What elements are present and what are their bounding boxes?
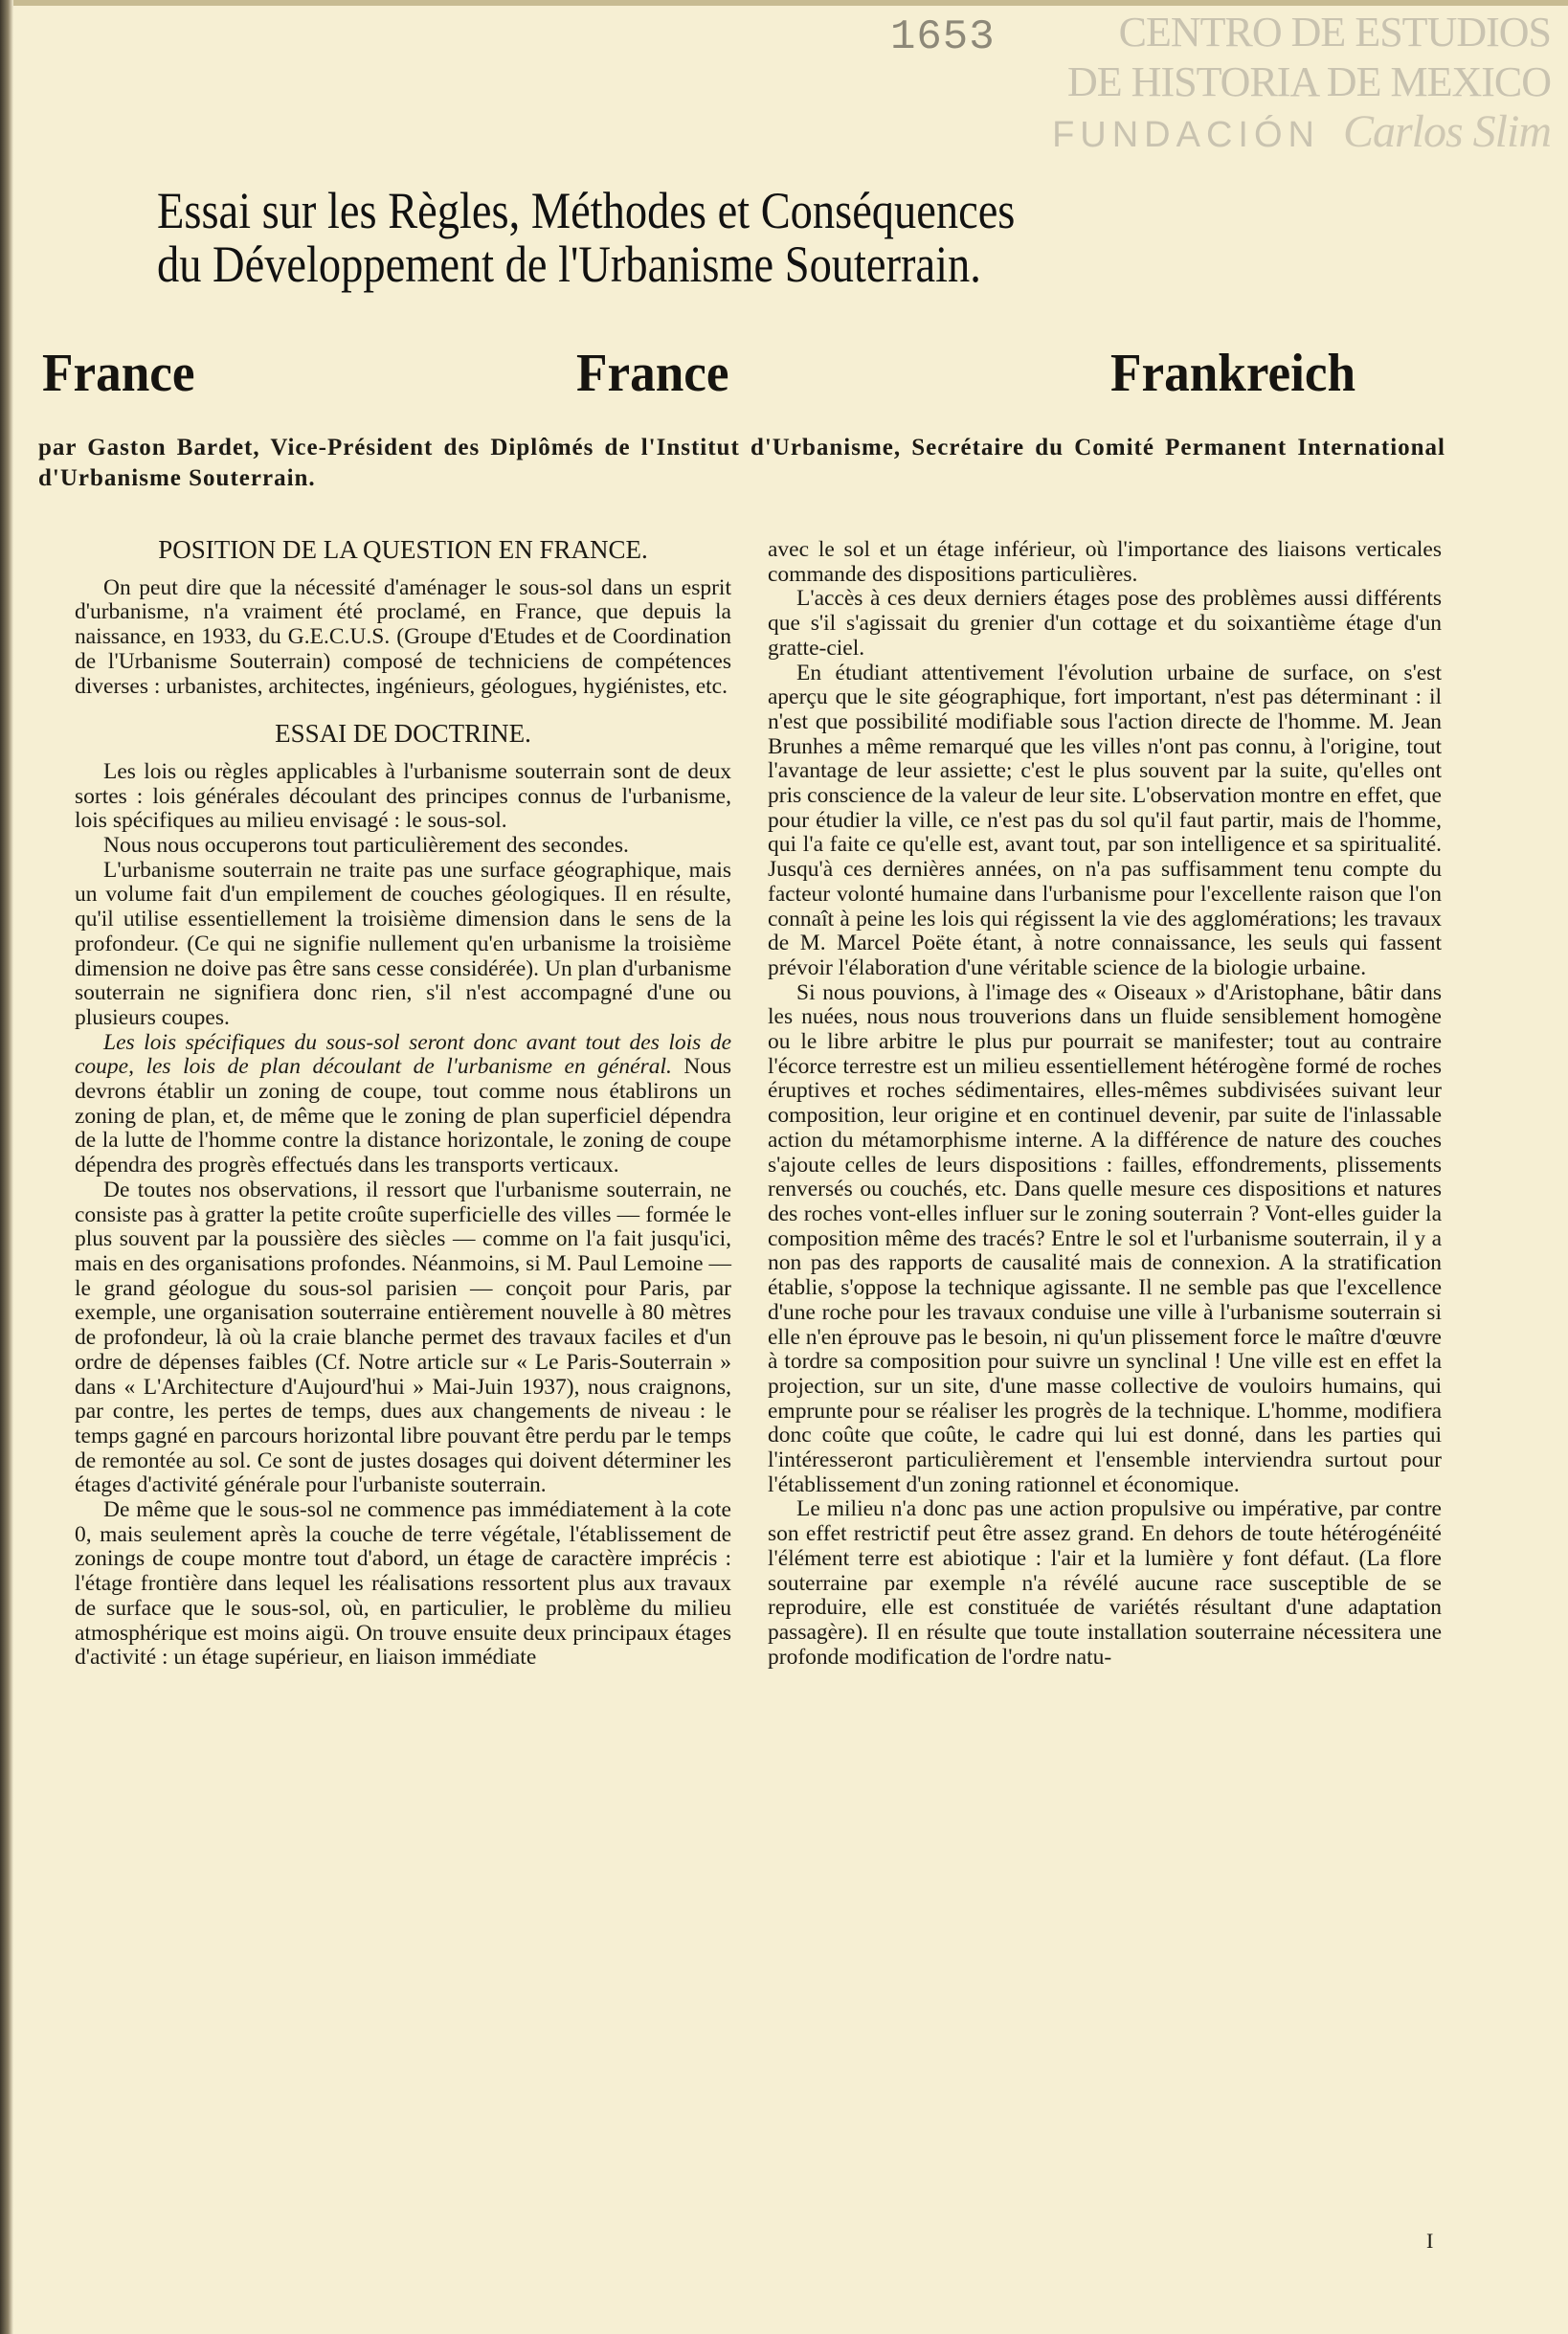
paragraph bbox=[75, 1031, 731, 1178]
page-top-edge bbox=[0, 0, 1568, 6]
country-label: France bbox=[576, 344, 729, 403]
paragraph: L'accès à ces deux derniers étages pose des problèmes aussi différents que s'il s'agissait du grenier d'un cottage et du soixantième étage d'un gratte-ciel. bbox=[768, 586, 1442, 661]
paragraph: L'urbanisme souterrain ne traite pas une surface géographique, mais un volume fait d'un empilement de couches géologiques. Il en résulte, qu'il utilise essentiellement la troisième dimension dans le sens de la profondeur. (Ce qui ne signifie nullement qu'en urbanisme la troisième dimension ne doive pas être sans cesse considérée). Un plan d'urbanisme souterrain ne signifiera donc rien, s'il n'est accompagné d'une ou plusieurs coupes. bbox=[75, 857, 731, 1030]
title-line-1: Essai sur les Règles, Méthodes et Conséquences bbox=[157, 182, 1016, 239]
left-column bbox=[75, 535, 731, 1671]
country-label: France bbox=[42, 344, 195, 403]
page-number: I bbox=[1426, 2229, 1434, 2253]
section-heading: ESSAI DE DOCTRINE. bbox=[275, 719, 531, 749]
library-watermark bbox=[938, 8, 1551, 160]
section-heading: POSITION DE LA QUESTION EN FRANCE. bbox=[158, 535, 648, 564]
watermark-row bbox=[938, 107, 1551, 160]
paragraph: On peut dire que la nécessité d'aménager le sous-sol dans un esprit d'urbanisme, n'a vraiment été proclamé, en France, que depuis la naissance, en 1933, du G.E.C.U.S. (Groupe d'Etudes et de Coordination de l'Urbanisme Souterrain) composé de techniciens de compétences diverses : urbanistes, architectes, ingénieurs, géologues, hygiénistes, etc. bbox=[75, 574, 731, 699]
paragraph: Le milieu n'a donc pas une action propulsive ou impérative, par contre son effet restrictif peut être assez grand. En dehors de toute hétérogénéité l'élément terre est abiotique : l'air et la lumière y font défaut. (La flore souterraine par exemple n'a révélé aucune race susceptible de se reproduire, elle est constituée de variétés résultant d'une adaptation passagère). Il en résulte que toute installation souterraine nécessitera une profonde modification de l'ordre natu- bbox=[768, 1496, 1442, 1670]
paragraph: En étudiant attentivement l'évolution urbaine de surface, on s'est aperçu que le site géographique, fort important, n'est pas déterminant : il n'est que possibilité modifiable sous l'action directe de l'homme. M. Jean Brunhes a même remarqué que les villes n'ont pas connu, à l'origine, tout l'avantage de leur assiette; c'est le plus souvent par la suite, qu'elles ont pris conscience de la valeur de leur site. L'observation montre en effet, que pour étudier la ville, ce n'est pas du sol qu'il faut partir, mais de l'homme, qui l'a faite ce qu'elle est, avant tout, par son intelligence et sa spiritualité. Jusqu'à ces dernières années, on n'a pas suffisamment tenu compte du facteur volonté humaine dans l'urbanisme pour l'excellente raison que l'on connaît à peine les lois qui régissent la vie des agglomérations; les travaux de M. Marcel Poëte étant, à notre connaissance, les seuls qui fassent prévoir l'élaboration d'une véritable science de la biologie urbaine. bbox=[768, 660, 1442, 980]
watermark-line: ESTUDIOS bbox=[1355, 9, 1551, 56]
country-row bbox=[42, 343, 1449, 403]
paragraph: avec le sol et un étage inférieur, où l'importance des liaisons verticales commande des dispositions particulières. bbox=[768, 537, 1442, 587]
paragraph: Les lois ou règles applicables à l'urbanisme souterrain sont de deux sortes : lois générales découlant des principes connus de l'urbanisme, lois spécifiques au milieu envisagé : le sous-sol. bbox=[75, 758, 731, 834]
country-label: Frankreich bbox=[1110, 344, 1356, 403]
paragraph: De toutes nos observations, il ressort que l'urbanisme souterrain, ne consiste pas à gratter la petite croûte superficielle des villes — formée le plus souvent par la poussière des siècles — comme on l'a fait jusqu'ici, mais en des organisations profondes. Néanmoins, si M. Paul Lemoine — le grand géologue du sous-sol parisien — conçoit pour Paris, par exemple, une organisation souterraine entièrement nouvelle à 80 mètres de profondeur, là où la craie blanche permet des travaux faciles et d'un ordre de dépenses faibles (Cf. Notre article sur « Le Paris-Souterrain » dans « L'Architecture d'Aujourd'hui » Mai-Juin 1937), nous craignons, par contre, les pertes de temps, dues aux changements de niveau : le temps gagné en parcours horizontal libre pouvant être perdu par le temps de remontée au sol. Ce sont de justes dosages qui doivent déterminer les étages d'activité générale pour l'urbaniste souterrain. bbox=[75, 1177, 731, 1498]
paragraph: De même que le sous-sol ne commence pas immédiatement à la cote 0, mais seulement après la couche de terre végétale, l'établissement de zonings de coupe montre tout d'abord, un étage de caractère imprécis : l'étage frontière dans lequel les réalisations ressortent plus aux travaux de surface que le sous-sol, où, en particulier, le problème du milieu atmosphérique est moins aigü. On trouve ensuite deux principaux étages d'activité : un étage supérieur, en liaison immédiate bbox=[75, 1497, 731, 1671]
author-byline: par Gaston Bardet, Vice-Président des Diplômés de l'Institut d'Urbanisme, Secrétaire du Comité Permanent International d'Urbanisme Souterrain. bbox=[38, 435, 1445, 491]
paragraph: Nous nous occuperons tout particulièrement des secondes. bbox=[103, 833, 629, 859]
watermark-line: DE MEXICO bbox=[1326, 58, 1551, 105]
watermark-line: DE HISTORIA bbox=[1067, 58, 1317, 105]
right-column bbox=[768, 538, 1442, 1670]
title-line-2: du Développement de l'Urbanisme Souterrain. bbox=[157, 236, 981, 293]
article-title bbox=[157, 184, 1170, 291]
watermark-signature: Carlos Slim bbox=[1342, 106, 1551, 157]
watermark-row bbox=[938, 8, 1551, 57]
watermark-line: CENTRO DE bbox=[1118, 9, 1346, 56]
watermark-line: FUNDACIÓN bbox=[1052, 115, 1320, 155]
binding-edge bbox=[0, 0, 13, 2334]
italic-emphasis: Les lois spécifiques du sous-sol seront donc avant tout des lois de coupe, les lois de plan découlant de l'urbanisme en général. bbox=[75, 1029, 731, 1080]
watermark-row bbox=[938, 57, 1551, 107]
paragraph: Si nous pouvions, à l'image des « Oiseaux » d'Aristophane, bâtir dans les nuées, nous nous trouverions dans un fluide sensiblement homogène ou le libre arbitre le plus pur pourrait se manifester; tout au contraire l'écorce terrestre est un milieu essentiellement hétérogène formé de roches éruptives et roches sédimentaires, elles-mêmes subdivisées suivant leur composition, leur origine et en continuel devenir, par suite de l'inlassable action du métamorphisme interne. A la différence de nature des couches s'ajoute celles de leurs dispositions : failles, effondrements, plissements renversés ou couchés, etc. Dans quelle mesure ces dispositions et natures des roches vont-elles influer sur le zoning souterrain ? Vont-elles guider la composition même des tracés? Entre le sol et l'urbanisme souterrain, il y a non pas des rapports de causalité mais de connexion. A la stratification établie, s'oppose la technique agissante. Il ne semble pas que l'excellence d'une roche pour les travaux conduise une ville à l'urbanisme souterrain si elle n'en éprouve pas le besoin, ni qu'un plissement force le maître d'œuvre à tordre sa composition pour suivre un synclinal ! Une ville est en effet la projection, sur un site, d'une masse collective de vouloirs humains, qui emprunte pour se réaliser les progrès de la technique. L'homme, modifiera donc coûte que coûte, le cadre qui lui est donné, dans les parties qui l'intéresseront particulièrement et l'ensemble interviendra surtout pour l'établissement d'un zoning rationnel et économique. bbox=[768, 979, 1442, 1497]
paragraph-text: Nous devrons établir un zoning de coupe, tout comme nous établirons un zoning de plan, et, de même que le zoning de plan superficiel dépendra de la lutte de l'homme contre la distance horizontale, le zoning de coupe dépendra des progrès effectués dans les transports verticaux. bbox=[75, 1054, 731, 1178]
inventory-stamp: 1653 bbox=[890, 13, 996, 61]
